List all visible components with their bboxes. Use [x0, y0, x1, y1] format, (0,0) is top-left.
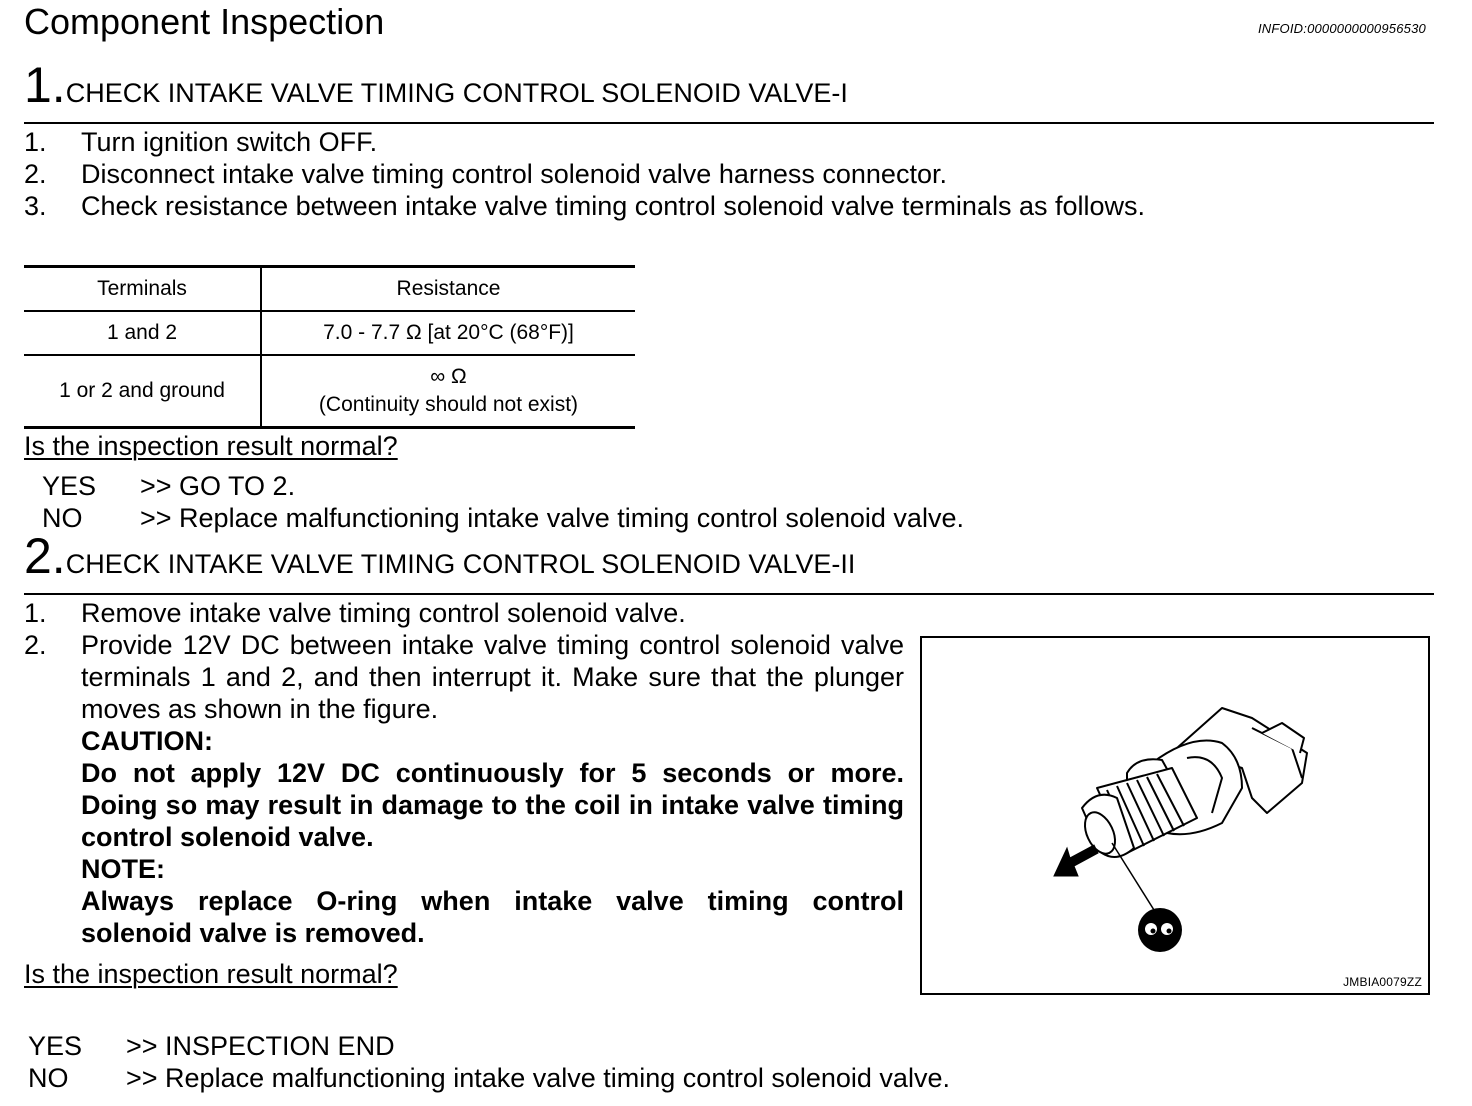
cell-terminals: 1 or 2 and ground	[24, 355, 261, 428]
item-number: 2.	[24, 159, 47, 189]
step2-heading	[24, 528, 856, 589]
note-text: Always replace O-ring when intake valve timing control solenoid valve is removed.	[81, 886, 904, 948]
list-item	[24, 158, 1145, 190]
list-item	[24, 190, 1145, 222]
yes-label: YES	[28, 1031, 83, 1061]
header-resistance: Resistance	[396, 277, 501, 300]
yes-text: >> INSPECTION END	[126, 1031, 395, 1061]
solenoid-figure	[920, 636, 1430, 995]
item-number: 1.	[24, 598, 47, 628]
step2-list	[24, 597, 904, 949]
list-item	[24, 126, 1145, 158]
item-text: Remove intake valve timing control solenoid valve.	[81, 598, 686, 628]
step2-question: Is the inspection result normal?	[24, 959, 398, 989]
no-label: NO	[28, 1063, 69, 1093]
caution-text: Do not apply 12V DC continuously for 5 seconds or more. Doing so may result in damage to the coil in intake valve timing control solenoid valve.	[81, 758, 904, 852]
cell-resistance	[261, 355, 635, 428]
step1-answers	[42, 470, 964, 534]
resistance-line2: (Continuity should not exist)	[318, 393, 579, 416]
yes-text: >> GO TO 2.	[140, 471, 296, 501]
item-text: Turn ignition switch OFF.	[81, 127, 378, 157]
step2-answers	[28, 1030, 950, 1094]
cell-terminals: 1 and 2	[24, 311, 261, 355]
resistance-line1: ∞ Ω	[430, 365, 467, 388]
solenoid-valve-icon	[922, 638, 1428, 993]
answer-yes	[42, 470, 296, 502]
list-item	[24, 629, 904, 949]
answer-yes	[28, 1030, 395, 1062]
caution-label: CAUTION:	[81, 726, 213, 756]
no-label: NO	[42, 503, 83, 533]
item-text: Disconnect intake valve timing control solenoid valve harness connector.	[81, 159, 947, 189]
header-terminals: Terminals	[24, 267, 261, 312]
step1-rule	[24, 122, 1434, 124]
step1-heading	[24, 57, 848, 118]
answer-no	[28, 1062, 950, 1094]
cell-resistance: 7.0 - 7.7 Ω [at 20°C (68°F)]	[323, 321, 574, 344]
step2-number: 2.	[24, 528, 66, 584]
step1-list	[24, 126, 1145, 222]
step1-number: 1.	[24, 57, 66, 113]
no-text: >> Replace malfunctioning intake valve timing control solenoid valve.	[140, 503, 964, 533]
step2-title: CHECK INTAKE VALVE TIMING CONTROL SOLENOID VALVE-II	[65, 549, 856, 579]
item-text: Check resistance between intake valve timing control solenoid valve terminals as follows.	[81, 191, 1146, 221]
step1-title: CHECK INTAKE VALVE TIMING CONTROL SOLENOID VALVE-I	[65, 78, 848, 108]
no-text: >> Replace malfunctioning intake valve timing control solenoid valve.	[126, 1063, 950, 1093]
step2-rule	[24, 593, 1434, 595]
resistance-table	[24, 265, 635, 429]
note-label: NOTE:	[81, 854, 165, 884]
table-row	[24, 311, 635, 355]
item-number: 3.	[24, 191, 47, 221]
page-title: Component Inspection	[24, 1, 385, 42]
list-item	[24, 597, 904, 629]
item-number: 2.	[24, 630, 47, 660]
item-number: 1.	[24, 127, 47, 157]
yes-label: YES	[42, 471, 97, 501]
table-header-row	[24, 267, 635, 312]
step1-question: Is the inspection result normal?	[24, 431, 398, 461]
item-text: Provide 12V DC between intake valve timing control solenoid valve terminals 1 and 2, and then interrupt it. Make sure that the plunger moves as shown in the figure.	[81, 630, 904, 724]
table-row	[24, 355, 635, 428]
figure-code: JMBIA0079ZZ	[1343, 975, 1422, 989]
info-id: INFOID:0000000000956530	[1258, 21, 1426, 36]
